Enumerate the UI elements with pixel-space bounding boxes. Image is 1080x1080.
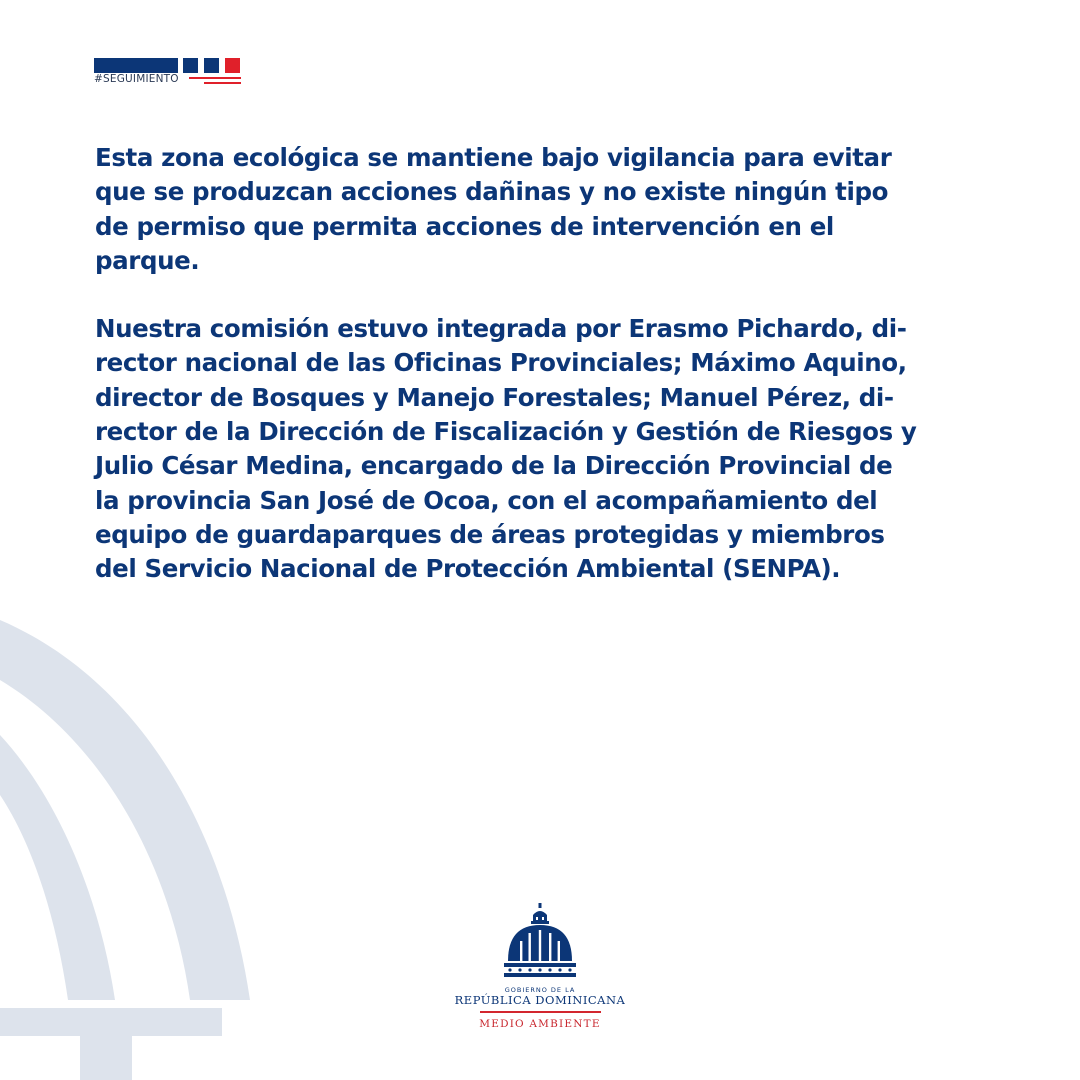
text-line: de permiso que permita acciones de intervención en el bbox=[95, 211, 834, 241]
tag-bar-square-2 bbox=[204, 58, 219, 73]
logo-text-republica: REPÚBLICA DOMINICANA bbox=[454, 993, 626, 1007]
paragraph-2 bbox=[95, 312, 1015, 586]
logo-text-medio-ambiente: MEDIO AMBIENTE bbox=[479, 1018, 601, 1030]
text-line: la provincia San José de Ocoa, con el acompañamiento del bbox=[95, 485, 878, 515]
text-line: director de Bosques y Manejo Forestales; Manuel Pérez, di- bbox=[95, 382, 894, 412]
seguimiento-tag bbox=[94, 58, 244, 88]
text-line: equipo de guardaparques de áreas protegidas y miembros bbox=[95, 519, 885, 549]
tag-underline-2 bbox=[204, 82, 241, 84]
logo-text-gobierno: GOBIERNO DE LA bbox=[504, 986, 576, 994]
tag-bar-long bbox=[94, 58, 178, 73]
tag-label: #SEGUIMIENTO bbox=[94, 73, 179, 85]
text-line: Esta zona ecológica se mantiene bajo vigilancia para evitar bbox=[95, 143, 892, 172]
tag-underline-1 bbox=[189, 77, 241, 79]
paragraph-1 bbox=[95, 141, 1015, 278]
body-text bbox=[95, 141, 1015, 587]
text-line: del Servicio Nacional de Protección Ambiental (SENPA). bbox=[95, 554, 841, 584]
tag-bar-square-1 bbox=[183, 58, 198, 73]
text-line: Julio César Medina, encargado de la Dirección Provincial de bbox=[95, 451, 893, 481]
government-logo bbox=[440, 903, 640, 1038]
dome-icon bbox=[500, 903, 580, 983]
tag-bar-square-red bbox=[225, 58, 240, 73]
text-line: rector de la Dirección de Fiscalización y Gestión de Riesgos y bbox=[95, 417, 917, 447]
text-line: que se produzcan acciones dañinas y no existe ningún tipo bbox=[95, 177, 889, 207]
text-line: rector nacional de las Oficinas Provinciales; Máximo Aquino, bbox=[95, 348, 907, 378]
text-line: Nuestra comisión estuvo integrada por Erasmo Pichardo, di- bbox=[95, 314, 907, 344]
text-line: parque. bbox=[95, 245, 200, 275]
logo-divider bbox=[480, 1011, 601, 1013]
